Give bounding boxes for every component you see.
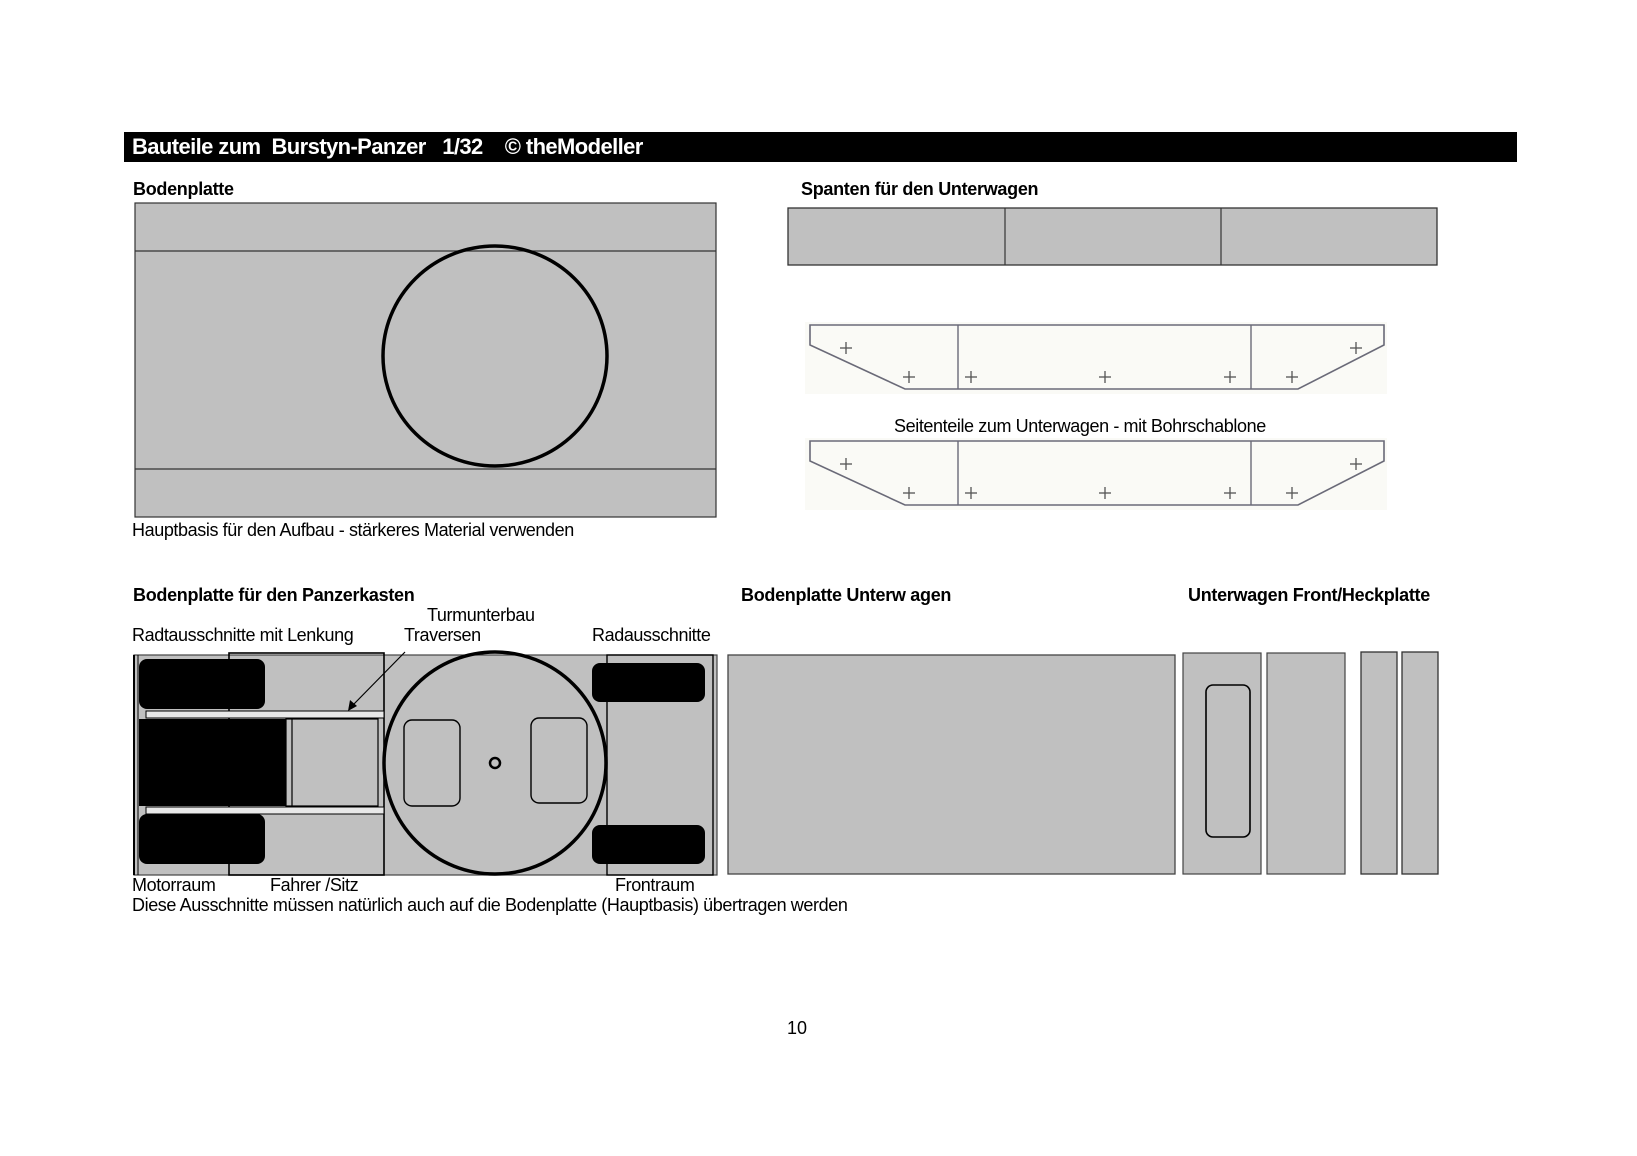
seitenteil-2 xyxy=(805,438,1387,510)
label-frontraum: Frontraum xyxy=(615,875,695,895)
bodenplatte-part xyxy=(135,203,716,517)
label-turmunterbau: Turmunterbau xyxy=(427,605,535,625)
heading-spanten: Spanten für den Unterwagen xyxy=(801,179,1039,199)
wheel-cutout-rear-right xyxy=(139,814,265,864)
fahrer-sitz-area xyxy=(286,719,378,806)
unterwagen-bodenplatte-part xyxy=(728,655,1175,874)
label-traversen: Traversen xyxy=(404,625,481,645)
page-number: 10 xyxy=(787,1018,808,1038)
seitenteil-1 xyxy=(805,322,1387,394)
heading-front-heck: Unterwagen Front/Heckplatte xyxy=(1188,585,1430,605)
spanten-part xyxy=(788,208,1437,265)
heading-unterwagen-boden: Bodenplatte Unterw agen xyxy=(741,585,952,605)
caption-seitenteile: Seitenteile zum Unterwagen - mit Bohrschablone xyxy=(894,416,1266,436)
label-motorraum: Motorraum xyxy=(132,875,216,895)
note-ausschnitte: Diese Ausschnitte müssen natürlich auch auf die Bodenplatte (Hauptbasis) übertragen werden xyxy=(132,895,848,915)
panzerkasten-part xyxy=(134,652,717,875)
label-fahrer-sitz: Fahrer /Sitz xyxy=(270,875,359,895)
document-title: Bauteile zum Burstyn-Panzer 1/32 © theModeller xyxy=(132,134,643,159)
label-radtausschnitte: Radtausschnitte mit Lenkung xyxy=(132,625,354,645)
label-radausschnitte: Radausschnitte xyxy=(592,625,711,645)
caption-bodenplatte: Hauptbasis für den Aufbau - stärkeres Material verwenden xyxy=(132,520,574,540)
heading-bodenplatte: Bodenplatte xyxy=(133,179,234,199)
wheel-cutout-front-right xyxy=(592,825,705,864)
wheel-cutout-rear-left xyxy=(139,659,265,709)
front-heck-parts xyxy=(1183,652,1438,874)
wheel-cutout-front-left xyxy=(592,663,705,702)
heading-panzerkasten: Bodenplatte für den Panzerkasten xyxy=(133,585,415,605)
motorraum-cutout xyxy=(139,719,286,806)
